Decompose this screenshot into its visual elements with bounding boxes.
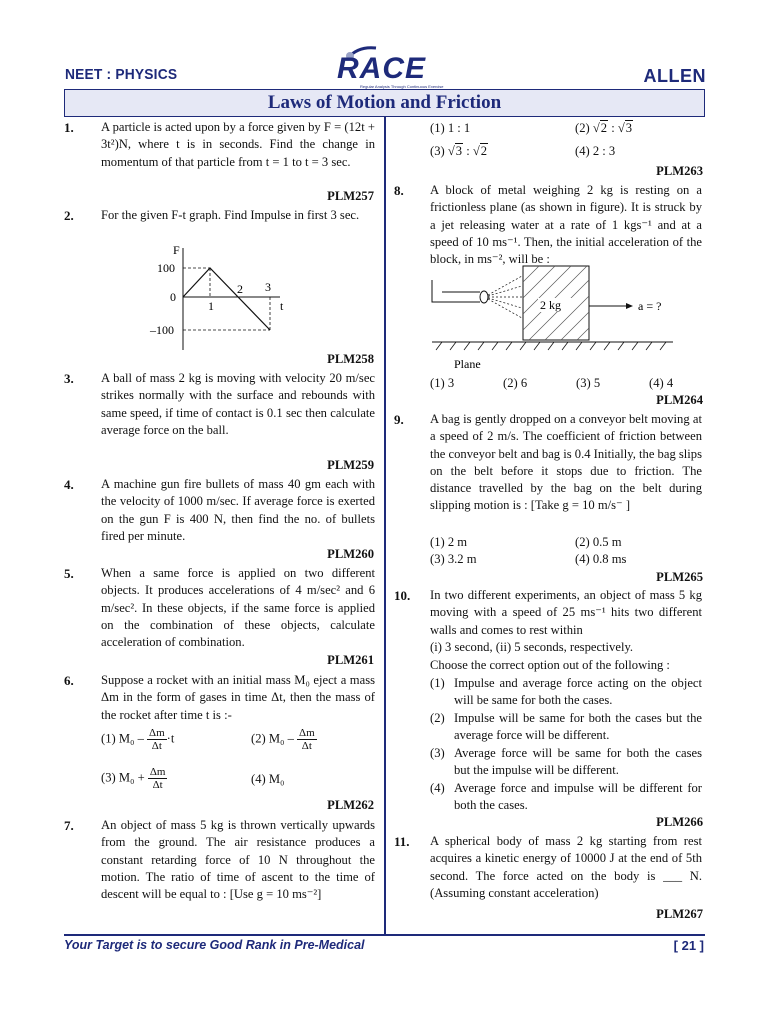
option-3: (3) M₀ + $\frac{\Delta m}{\Delta t}$ bbox=[101, 766, 166, 791]
question-text: In two different experiments, an object of mass 5 kg moving with a speed of 25 ms⁻¹ hits two different walls and comes to rest within bbox=[430, 588, 702, 637]
question-text: A machine gun fire bullets of mass 40 gm each with the velocity of 1000 m/sec. If average force is exerted on the gun F is 400 N, then find the no. of bullets fired per minute. bbox=[101, 477, 375, 543]
graph-ylabel: F bbox=[173, 243, 180, 257]
question-code: PLM260 bbox=[327, 547, 374, 561]
question-number: 10. bbox=[394, 588, 411, 603]
question-code: PLM257 bbox=[327, 189, 374, 203]
option-2: (2) √2 : √3 bbox=[575, 121, 633, 135]
question-code: PLM266 bbox=[656, 815, 703, 829]
graph-xlabel: t bbox=[280, 299, 284, 313]
question-text: A block of metal weighing 2 kg is resting on a frictionless plane (as shown in figure). It is struck by a jet releasing water at a rate of 1 kgs⁻¹ and at a speed of 10 ms⁻¹. Then, the initial acceleration of the block, in ms⁻², will be : bbox=[430, 183, 702, 267]
option-1: (1) 2 m bbox=[430, 535, 468, 549]
option-3: (3) 3.2 m bbox=[430, 552, 477, 566]
option-1: Impulse and average force acting on the object will be same for both the cases. bbox=[454, 676, 702, 708]
option-3-number: (3) bbox=[430, 746, 445, 760]
question-text: A bag is gently dropped on a conveyor belt moving at a speed of 2 m/s. The coefficient of friction between the conveyor belt and bag is 0.4 Initially, the bag slips on the belt before it stops due to friction. The distance travelled by the bag on the belt during slipping motion is : [Take g = 10 m/s⁻ ] bbox=[430, 412, 702, 513]
question-code: PLM262 bbox=[327, 798, 374, 812]
option-4-number: (4) bbox=[430, 781, 445, 795]
question-number: 9. bbox=[394, 412, 404, 427]
option-1: (1) 3 bbox=[430, 376, 455, 390]
question-code: PLM263 bbox=[656, 164, 703, 178]
question-text: When a same force is applied on two different objects. It produces accelerations of 4 m/sec² and 6 m/sec². In these objects, if the same force is applied on the combination of these objects, calculate acceleration of combination. bbox=[101, 566, 375, 650]
option-1: (1) M₀ – $\frac{\Delta m}{\Delta t}$ ·t bbox=[101, 727, 175, 752]
chapter-title-bar bbox=[64, 89, 705, 117]
graph-tick-2: 2 bbox=[237, 282, 243, 296]
graph-tick-1: 1 bbox=[208, 299, 214, 313]
question-number: 11. bbox=[394, 834, 410, 849]
option-2: Impulse will be same for both the cases but the average force will be different. bbox=[454, 711, 702, 743]
force-time-graph bbox=[140, 240, 310, 352]
graph-tick-100: 100 bbox=[157, 261, 175, 275]
question-code: PLM264 bbox=[656, 393, 703, 407]
option-4: (4) 2 : 3 bbox=[575, 144, 616, 158]
exam-label: NEET : PHYSICS bbox=[65, 66, 178, 83]
option-1-number: (1) bbox=[430, 676, 445, 690]
footer-slogan: Your Target is to secure Good Rank in Pre-Medical bbox=[64, 938, 365, 952]
graph-tick-neg100: –100 bbox=[150, 323, 174, 337]
question-text: A particle is acted upon by a force given by F = (12t + 3t²)N, where t is in seconds. Find the change in momentum of that particle from t = 1 to t = 3 sec. bbox=[101, 120, 375, 169]
question-subtext: Choose the correct option out of the following : bbox=[430, 658, 670, 672]
option-3: (3) √3 : √2 bbox=[430, 144, 488, 158]
logo-text: RACE bbox=[337, 52, 427, 85]
question-code: PLM267 bbox=[656, 907, 703, 921]
option-4: (4) M₀ bbox=[251, 772, 285, 786]
column-divider bbox=[384, 117, 386, 935]
question-number: 5. bbox=[64, 566, 74, 581]
logo-subtext: Regular Analysis Through Continuous Exercise bbox=[360, 84, 444, 89]
question-code: PLM258 bbox=[327, 352, 374, 366]
acceleration-label: a = ? bbox=[638, 299, 662, 313]
question-number: 7. bbox=[64, 818, 74, 833]
option-2-number: (2) bbox=[430, 711, 445, 725]
footer-divider bbox=[64, 934, 705, 936]
option-3: (3) 5 bbox=[576, 376, 601, 390]
option-4: Average force and impulse will be different for both the cases. bbox=[454, 781, 702, 813]
publisher-brand: ALLEN bbox=[643, 66, 706, 86]
question-text: For the given F-t graph. Find Impulse in first 3 sec. bbox=[101, 208, 360, 222]
graph-origin: 0 bbox=[170, 290, 176, 304]
option-3: Average force will be same for both the cases but the impulse will be different. bbox=[454, 746, 702, 778]
graph-tick-3: 3 bbox=[265, 280, 271, 294]
question-number: 3. bbox=[64, 371, 74, 386]
question-code: PLM265 bbox=[656, 570, 703, 584]
question-number: 4. bbox=[64, 477, 74, 492]
question-code: PLM261 bbox=[327, 653, 374, 667]
question-number: 2. bbox=[64, 208, 74, 223]
option-2: (2) 6 bbox=[503, 376, 528, 390]
option-4: (4) 0.8 ms bbox=[575, 552, 627, 566]
plane-label: Plane bbox=[454, 357, 481, 371]
block-mass-label: 2 kg bbox=[540, 298, 561, 312]
question-code: PLM259 bbox=[327, 458, 374, 472]
question-text: Suppose a rocket with an initial mass M₀ eject a mass Δm in the form of gases in time Δt, then the mass of the rocket after time t is :- bbox=[101, 673, 375, 722]
water-jet-block-figure bbox=[428, 262, 678, 372]
question-subtext: (i) 3 second, (ii) 5 seconds, respectively. bbox=[430, 640, 634, 654]
page-number: [ 21 ] bbox=[673, 938, 704, 953]
question-text: An object of mass 5 kg is thrown vertically upwards from the ground. The air resistance produces a constant retarding force of 10 N throughout the motion. The ratio of time of ascent to the time of descent will be equal to : [Use g = 10 ms⁻²] bbox=[101, 818, 375, 902]
question-number: 1. bbox=[64, 120, 74, 135]
chapter-title: Laws of Motion and Friction bbox=[267, 92, 502, 113]
question-text: A ball of mass 2 kg is moving with velocity 20 m/sec strikes normally with the surface and rebounds with same speed, if time of contact is 0.1 sec then calculate average force on the ball. bbox=[101, 371, 375, 437]
option-1: (1) 1 : 1 bbox=[430, 121, 471, 135]
question-number: 6. bbox=[64, 673, 74, 688]
question-number: 8. bbox=[394, 183, 404, 198]
option-2: (2) M₀ – $\frac{\Delta m}{\Delta t}$ bbox=[251, 727, 315, 752]
option-2: (2) 0.5 m bbox=[575, 535, 622, 549]
question-text: A spherical body of mass 2 kg starting from rest acquires a kinetic energy of 10000 J at the end of 5th second. The force acted on the body is ___ N. (Assuming constant acceleration) bbox=[430, 834, 702, 900]
option-4: (4) 4 bbox=[649, 376, 674, 390]
